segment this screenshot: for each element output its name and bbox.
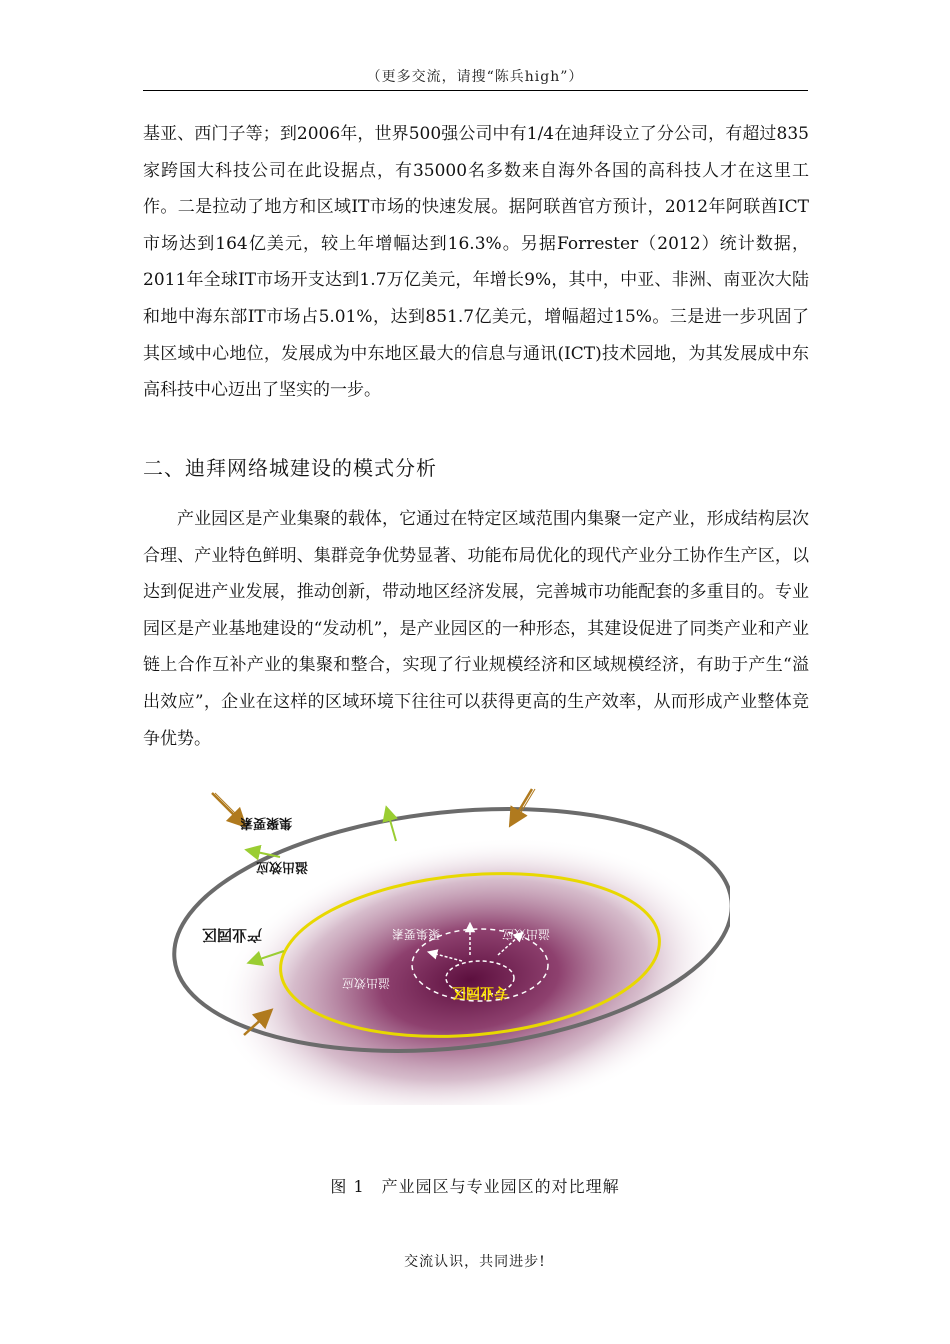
header-rule (143, 90, 808, 91)
arrow-in-top-left-icon (212, 793, 240, 821)
label-core: 专业园区 (452, 984, 508, 1000)
label-outer-mid: 溢出效应 (255, 859, 309, 874)
label-outer-top: 集聚要素 (239, 815, 293, 830)
arrow-in-top-right-icon (514, 789, 532, 819)
label-outer-left: 产业园区 (201, 926, 263, 944)
figure-park-comparison (170, 785, 730, 1105)
arrow-in-top-right-shadow (517, 789, 535, 819)
figure-caption: 图 1 产业园区与专业园区的对比理解 (330, 1177, 620, 1196)
figure-diagram (170, 785, 730, 1105)
label-inner-a: 聚集要素 (391, 927, 441, 941)
header-note: （更多交流，请搜“陈兵high”） (366, 69, 584, 85)
label-inner-c: 溢出效应 (341, 976, 391, 990)
footer-note: 交流认识，共同进步! (404, 1254, 546, 1270)
paragraph-industrial-park: 产业园区是产业集聚的载体，它通过在特定区域范围内集聚一定产业，形成结构层次合理、产业特色鲜明、集群竞争优势显著、功能布局优化的现代产业分工协作生产区，以达到促进产业发展，推动创新，带动地区经济发展，完善城市功能配套的多重目的。专业园区是产业基地建设的“发动机”，是产业园区的一种形态，其建设促进了同类产业和产业链上合作互补产业的集聚和整合，实现了行业规模经济和区域规模经济，有助于产生“溢出效应”，企业在这样的区域环境下往往可以获得更高的生产效率，从而形成产业整体竞争优势。 (143, 509, 809, 749)
section-heading: 二、迪拜网络城建设的模式分析 (143, 456, 437, 480)
arrow-in-top-left-shadow (215, 793, 243, 821)
paragraph-dubai-it-impact: 基亚、西门子等；到2006年，世界500强公司中有1/4在迪拜设立了分公司，有超过835家跨国大科技公司在此设据点，有35000名多数来自海外各国的高科技人才在这里工作。二是拉动了地方和区域IT市场的快速发展。据阿联酋官方预计，2012年阿联酋ICT市场达到164亿美元，较上年增幅达到16.3%。另据Forrester（2012）统计数据，2011年全球IT市场开支达到1.7万亿美元，年增长9%，其中，中亚、非洲、南亚次大陆和地中海东部IT市场占5.01%，达到851.7亿美元，增幅超过15%。三是进一步巩固了其区域中心地位，发展成为中东地区最大的信息与通讯(ICT)技术园地，为其发展成中东高科技中心迈出了坚实的一步。 (143, 124, 809, 401)
label-inner-b: 溢出效应 (501, 927, 551, 941)
